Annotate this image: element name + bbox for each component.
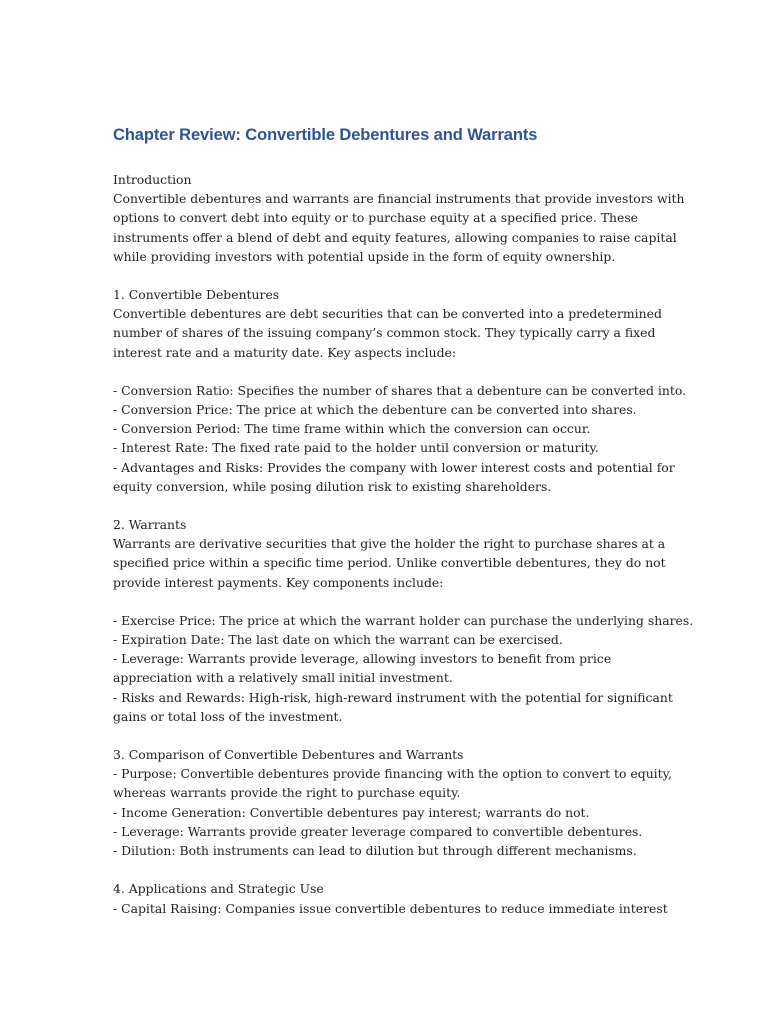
paragraph-block — [113, 611, 694, 726]
paragraph-block — [113, 381, 687, 496]
text-line: 2. Warrants — [113, 517, 187, 533]
text-line: - Conversion Period: The time frame within which the conversion can occur. — [113, 421, 591, 437]
text-line: - Income Generation: Convertible debentures pay interest; warrants do not. — [113, 804, 590, 820]
text-line: - Risks and Rewards: High-risk, high-reward instrument with the potential for significant — [113, 689, 673, 705]
text-line: - Interest Rate: The fixed rate paid to the holder until conversion or maturity. — [113, 440, 599, 456]
text-line: Introduction — [113, 172, 192, 187]
paragraph-block — [113, 745, 672, 860]
text-line: number of shares of the issuing company’s common stock. They typically carry a fixed — [113, 325, 656, 341]
text-line: - Exercise Price: The price at which the warrant holder can purchase the underlying shares. — [113, 612, 694, 628]
text-line: Convertible debentures and warrants are financial instruments that provide investors with — [113, 191, 685, 207]
text-line: - Advantages and Risks: Provides the company with lower interest costs and potential for — [113, 459, 675, 475]
text-line: 1. Convertible Debentures — [113, 287, 280, 303]
text-line: appreciation with a relatively small initial investment. — [113, 670, 453, 686]
text-line: interest rate and a maturity date. Key aspects include: — [113, 344, 457, 360]
paragraph-block — [113, 515, 668, 592]
text-line: - Dilution: Both instruments can lead to dilution but through different mechanisms. — [113, 843, 637, 859]
paragraph-block — [113, 879, 668, 917]
document-title: Chapter Review: Convertible Debentures and Warrants — [113, 126, 538, 144]
text-line: provide interest payments. Key components include: — [113, 574, 444, 590]
text-line: options to convert debt into equity or to purchase equity at a specified price. These — [113, 210, 639, 226]
text-line: Convertible debentures are debt securities that can be converted into a predetermined — [113, 306, 662, 322]
text-line: instruments offer a blend of debt and equity features, allowing companies to raise capital — [113, 229, 677, 245]
text-line: 3. Comparison of Convertible Debentures and Warrants — [113, 747, 464, 763]
paragraph-block — [113, 170, 685, 266]
document-body — [113, 170, 694, 918]
text-line: specified price within a specific time period. Unlike convertible debentures, they do not — [113, 555, 666, 571]
text-line: gains or total loss of the investment. — [113, 708, 343, 724]
text-line: - Leverage: Warrants provide leverage, allowing investors to benefit from price — [113, 651, 612, 667]
text-line: - Expiration Date: The last date on which the warrant can be exercised. — [113, 632, 563, 648]
text-line: - Conversion Price: The price at which the debenture can be converted into shares. — [113, 402, 637, 418]
text-line: equity conversion, while posing dilution risk to existing shareholders. — [113, 478, 552, 494]
paragraph-block — [113, 285, 668, 362]
text-line: - Conversion Ratio: Specifies the number of shares that a debenture can be converted into. — [113, 382, 687, 398]
text-line: while providing investors with potential upside in the form of equity ownership. — [113, 248, 616, 264]
text-line: - Leverage: Warrants provide greater leverage compared to convertible debentures. — [113, 823, 643, 839]
text-line: 4. Applications and Strategic Use — [113, 881, 324, 897]
text-line: Warrants are derivative securities that give the holder the right to purchase shares at a — [113, 536, 666, 552]
text-line: whereas warrants provide the right to purchase equity. — [113, 785, 461, 801]
text-line: - Capital Raising: Companies issue convertible debentures to reduce immediate interest — [113, 900, 668, 916]
text-line: - Purpose: Convertible debentures provide financing with the option to convert to equity, — [113, 766, 672, 782]
